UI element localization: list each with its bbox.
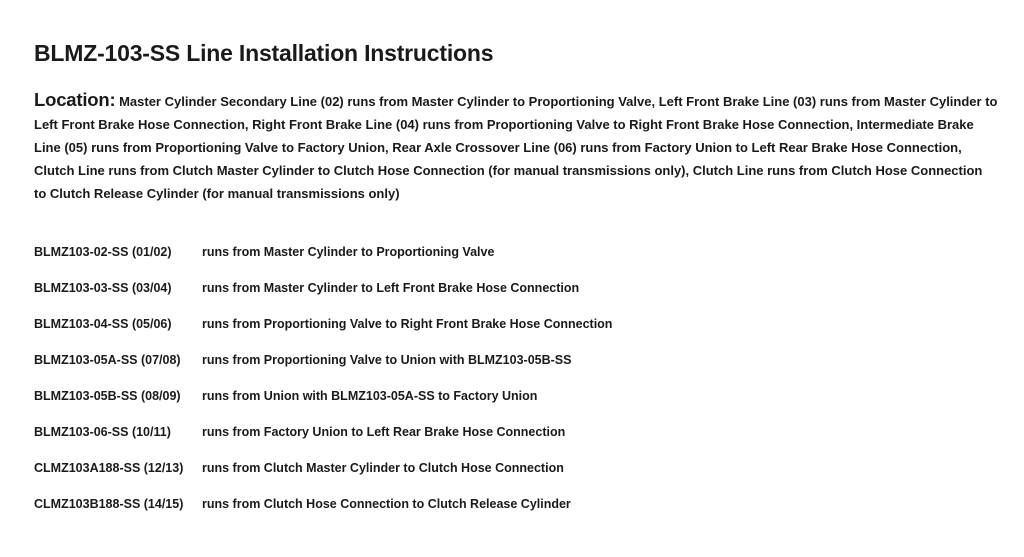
line-description: runs from Union with BLMZ103-05A-SS to Factory Union [202,389,538,403]
line-part-number: BLMZ103-03-SS (03/04) [34,281,172,295]
location-paragraph [34,88,998,205]
page-title: BLMZ-103-SS Line Installation Instructions [34,40,494,66]
line-part-number: CLMZ103B188-SS (14/15) [34,497,184,511]
line-part-number: BLMZ103-04-SS (05/06) [34,317,172,331]
list-item [34,421,998,457]
line-description: runs from Proportioning Valve to Union with BLMZ103-05B-SS [202,353,572,367]
list-item [34,385,998,421]
line-description: runs from Clutch Master Cylinder to Clutch Hose Connection [202,461,564,475]
list-item [34,457,998,493]
line-part-number: BLMZ103-05A-SS (07/08) [34,353,181,367]
list-item [34,493,998,529]
line-description: runs from Clutch Hose Connection to Clutch Release Cylinder [202,497,571,511]
line-list [34,241,998,529]
line-part-number: BLMZ103-02-SS (01/02) [34,245,172,259]
line-part-number: BLMZ103-06-SS (10/11) [34,425,171,439]
list-item [34,241,998,277]
location-label: Location: [34,89,116,110]
list-item [34,313,998,349]
line-part-number: BLMZ103-05B-SS (08/09) [34,389,181,403]
line-part-number: CLMZ103A188-SS (12/13) [34,461,184,475]
line-description: runs from Factory Union to Left Rear Brake Hose Connection [202,425,566,439]
line-description: runs from Master Cylinder to Proportioning Valve [202,245,495,259]
list-item [34,277,998,313]
location-text: Master Cylinder Secondary Line (02) runs from Master Cylinder to Proportioning Valve, Left Front Brake Line (03) runs from Master Cylinder to Left Front Brake Hose Connection, Right Front Brake Line (04) runs from Proportioning Valve to Right Front Brake Hose Connection, Intermediate Brake Line (05) runs from Proportioning Valve to Factory Union, Rear Axle Crossover Line (06) runs from Factory Union to Left Rear Brake Hose Connection, Clutch Line runs from Clutch Master Cylinder to Clutch Hose Connection (for manual transmissions only), Clutch Line runs from Clutch Hose Connection to Clutch Release Cylinder (for manual transmissions only) [34,94,998,201]
list-item [34,349,998,385]
line-description: runs from Proportioning Valve to Right Front Brake Hose Connection [202,317,613,331]
line-description: runs from Master Cylinder to Left Front Brake Hose Connection [202,281,580,295]
